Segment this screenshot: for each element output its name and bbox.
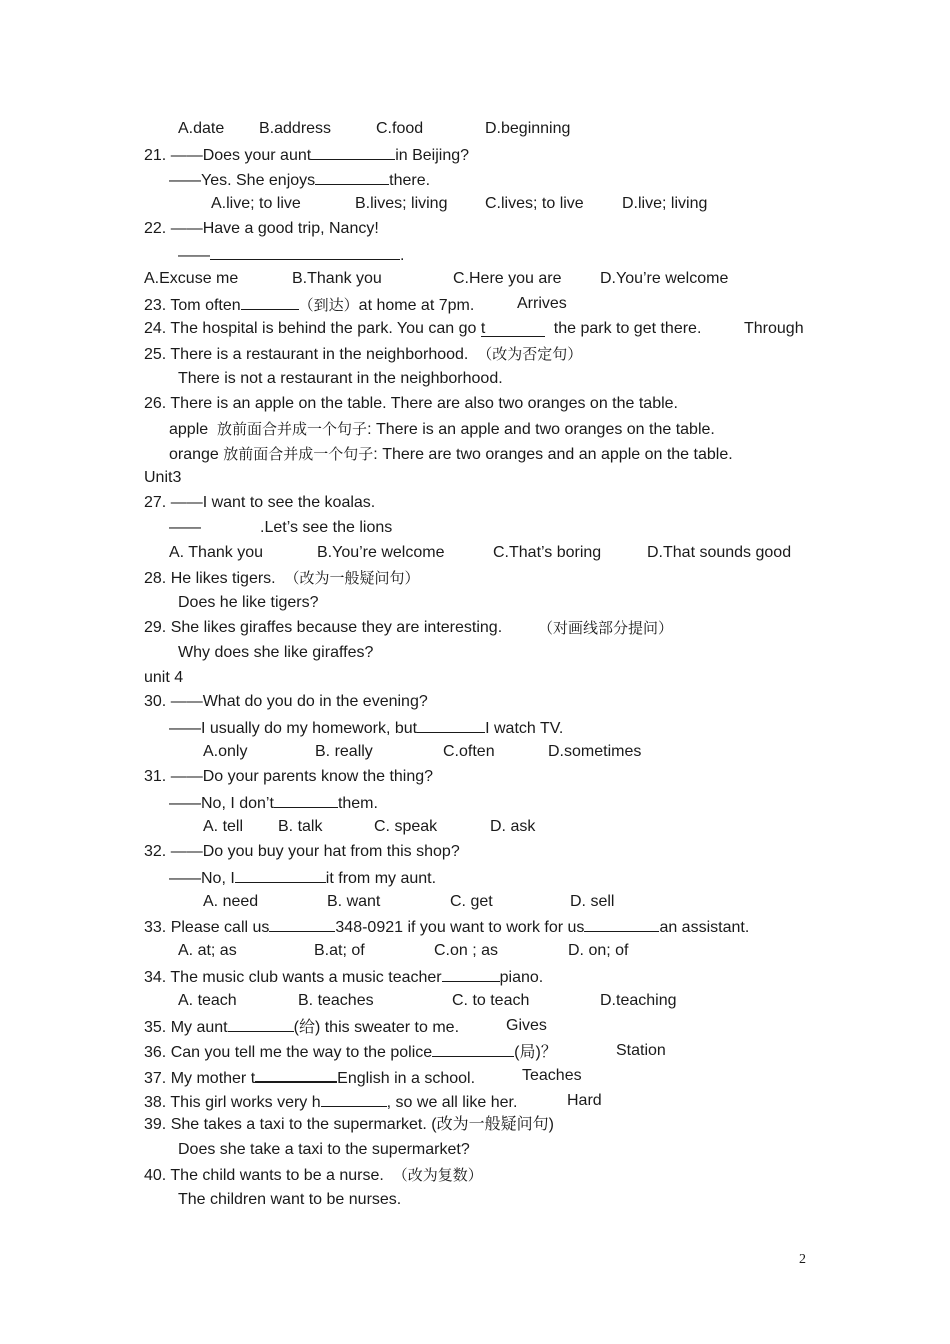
- unit-heading-3: [144, 468, 181, 488]
- option-c: C.food: [376, 120, 424, 137]
- answer-text: Does she take a taxi to the supermarket?: [178, 1141, 470, 1158]
- answer-blank: [269, 916, 335, 932]
- response-text: there.: [389, 172, 431, 189]
- instruction: (改为一般疑问句): [431, 1116, 554, 1133]
- question-28: [144, 568, 420, 589]
- option-d: D.sometimes: [548, 743, 642, 760]
- answer-label: apple: [169, 421, 209, 438]
- instruction: 放前面合并成一个句子: [217, 420, 368, 438]
- response-text: ——I usually do my homework, but: [169, 720, 418, 737]
- answer-key: Arrives: [517, 295, 567, 312]
- answer-blank: [315, 169, 389, 185]
- unit-heading-4: [144, 668, 183, 688]
- answer-key: Gives: [506, 1017, 547, 1034]
- question-22: [144, 219, 379, 239]
- question-text: 35. My aunt: [144, 1019, 228, 1036]
- question-text: 31. ——Do your parents know the thing?: [144, 768, 434, 785]
- question-text: 26. There is an apple on the table. There are also two oranges on the table.: [144, 395, 678, 412]
- answer-40: [178, 1190, 401, 1210]
- question-text: 24. The hospital is behind the park. You can go: [144, 320, 477, 337]
- question-23: [144, 294, 567, 316]
- question-text: 28. He likes tigers.: [144, 570, 276, 587]
- response-dash: ——: [169, 519, 201, 536]
- answer-29: [178, 643, 373, 663]
- option-c: C. speak: [374, 818, 438, 835]
- option-c: C.That’s boring: [493, 544, 602, 561]
- answer-blank: [210, 244, 400, 260]
- answer-28: [178, 593, 319, 613]
- answer-key: Teaches: [522, 1067, 582, 1084]
- instruction: （改为一般疑问句）: [284, 569, 420, 587]
- option-d: D.That sounds good: [647, 544, 792, 561]
- answer-blank: [311, 144, 395, 160]
- unit-title: unit 4: [144, 669, 184, 686]
- instruction: （改为复数）: [392, 1166, 483, 1184]
- question-text: 22. ——Have a good trip, Nancy!: [144, 220, 379, 237]
- answer-blank: [241, 294, 299, 310]
- question-text: 27. ——I want to see the koalas.: [144, 494, 376, 511]
- question-27: [144, 493, 375, 513]
- question-24: [144, 319, 804, 339]
- option-a: A.Excuse me: [144, 270, 239, 287]
- question-text: an assistant.: [659, 919, 750, 936]
- response-text: ——No, I: [169, 870, 235, 887]
- option-b: B.at; of: [314, 942, 365, 959]
- answer-26-apple: [169, 419, 715, 440]
- chinese-hint: （到达）: [298, 296, 359, 314]
- instruction: （改为否定句）: [477, 345, 583, 363]
- option-b: B. really: [315, 743, 373, 760]
- option-d: D.beginning: [485, 120, 571, 137]
- question-36: [144, 1041, 666, 1063]
- option-c: C.often: [443, 743, 495, 760]
- question-32: [144, 842, 460, 862]
- answer-blank: [255, 1066, 337, 1083]
- unit-title: Unit3: [144, 469, 182, 486]
- option-a: A. Thank you: [169, 544, 263, 561]
- answer-key: Hard: [567, 1092, 602, 1109]
- question-text: 25. There is a restaurant in the neighborhood.: [144, 346, 469, 363]
- answer-26-orange: [169, 444, 733, 465]
- question-33: [144, 916, 749, 938]
- question-35: [144, 1016, 547, 1038]
- option-d: D.teaching: [600, 992, 677, 1009]
- answer-blank: [417, 717, 485, 733]
- response-31: [169, 792, 378, 814]
- answer-text: The children want to be nurses.: [178, 1191, 402, 1208]
- question-34: [144, 966, 543, 988]
- instruction: （对画线部分提问）: [538, 619, 674, 637]
- option-b: B.You’re welcome: [317, 544, 445, 561]
- response-dash: ——: [178, 247, 210, 264]
- question-text: 29. She likes giraffes because they are interesting.: [144, 619, 503, 636]
- option-a: A. at; as: [178, 942, 237, 959]
- answer-text: : There are two oranges and an apple on the table.: [373, 446, 733, 463]
- question-37: [144, 1066, 582, 1089]
- option-c: C.Here you are: [453, 270, 562, 287]
- question-29: [144, 618, 674, 638]
- option-c: C. get: [450, 893, 493, 910]
- answer-blank: [228, 1016, 294, 1032]
- response-text: .Let’s see the lions: [260, 519, 393, 536]
- option-b: B. talk: [278, 818, 323, 835]
- instruction: 放前面合并成一个句子: [223, 445, 374, 463]
- option-b: B.lives; living: [355, 195, 448, 212]
- page-number: 2: [799, 1252, 806, 1267]
- answer-blank: [274, 792, 338, 808]
- chinese-hint: (局)？: [514, 1044, 557, 1061]
- answer-blank: [432, 1041, 514, 1057]
- question-text: 39. She takes a taxi to the supermarket.: [144, 1116, 427, 1133]
- question-text: English in a school.: [337, 1070, 476, 1087]
- option-b: B.address: [259, 120, 332, 137]
- option-b: B. want: [327, 893, 381, 910]
- option-b: B.Thank you: [292, 270, 382, 287]
- question-38: [144, 1091, 602, 1113]
- option-a: A.only: [203, 743, 248, 760]
- option-c: C.lives; to live: [485, 195, 584, 212]
- question-text: 21. ——Does your aunt: [144, 147, 312, 164]
- question-text: 38. This girl works very h: [144, 1094, 321, 1111]
- option-a: A. need: [203, 893, 259, 910]
- answer-text: Does he like tigers?: [178, 594, 319, 611]
- option-a: A. teach: [178, 992, 237, 1009]
- question-text: in Beijing?: [395, 147, 470, 164]
- option-d: D. sell: [570, 893, 615, 910]
- answer-key: Station: [616, 1042, 666, 1059]
- answer-blank: [235, 867, 326, 883]
- response-text: it from my aunt.: [325, 870, 437, 887]
- question-40: [144, 1165, 483, 1186]
- question-text: , so we all like her.: [386, 1094, 518, 1111]
- answer-blank: [321, 1091, 387, 1107]
- question-text: the park to get there.: [553, 320, 702, 337]
- question-text: 23. Tom often: [144, 297, 241, 314]
- question-25: [144, 344, 582, 365]
- response-text: them.: [337, 795, 378, 812]
- answer-text: Why does she like giraffes?: [178, 644, 374, 661]
- question-text: this sweater to me.: [324, 1019, 460, 1036]
- response-text: I watch TV.: [485, 720, 564, 737]
- answer-label: orange: [169, 446, 219, 463]
- initial-letter-blank: [481, 319, 545, 337]
- answer-text: There is not a restaurant in the neighborhood.: [178, 370, 503, 387]
- option-c: C. to teach: [452, 992, 530, 1009]
- question-text: 33. Please call us: [144, 919, 270, 936]
- response-text: ——No, I don’t: [169, 795, 274, 812]
- response-30: [169, 717, 563, 739]
- question-text: at home at 7pm.: [358, 297, 475, 314]
- answer-key: Through: [744, 320, 804, 337]
- question-31: [144, 767, 433, 787]
- response-text: ——Yes. She enjoys: [169, 172, 316, 189]
- question-30: [144, 692, 428, 712]
- option-a: A. tell: [203, 818, 244, 835]
- question-text: 40. The child wants to be a nurse.: [144, 1167, 384, 1184]
- initial-letter: t: [480, 320, 486, 337]
- question-text: 32. ——Do you buy your hat from this shop?: [144, 843, 460, 860]
- option-d: D.You’re welcome: [600, 270, 729, 287]
- option-a: A.live; to live: [211, 195, 301, 212]
- option-d: D. ask: [490, 818, 536, 835]
- option-d: D.live; living: [622, 195, 708, 212]
- chinese-hint: (给): [293, 1019, 321, 1036]
- answer-text: : There is an apple and two oranges on the table.: [367, 421, 715, 438]
- answer-39: [178, 1140, 470, 1160]
- option-a: A.date: [178, 120, 225, 137]
- question-26: [144, 394, 678, 414]
- response-32: [169, 867, 436, 889]
- answer-blank: [442, 966, 500, 982]
- answer-blank: [584, 916, 659, 932]
- question-text: piano.: [499, 969, 544, 986]
- response-22: [178, 244, 404, 266]
- question-text: 348-0921 if you want to work for us: [335, 919, 585, 936]
- answer-25: [178, 369, 503, 389]
- response-punct: .: [400, 247, 405, 264]
- response-27: [169, 518, 393, 538]
- question-text: 34. The music club wants a music teacher: [144, 969, 442, 986]
- question-21: [144, 144, 469, 166]
- question-39: [144, 1115, 554, 1135]
- response-21: [169, 169, 430, 191]
- option-c: C.on ; as: [434, 942, 499, 959]
- question-text: 30. ——What do you do in the evening?: [144, 693, 428, 710]
- option-b: B. teaches: [298, 992, 374, 1009]
- question-text: 37. My mother t: [144, 1070, 256, 1087]
- question-text: 36. Can you tell me the way to the police: [144, 1044, 433, 1061]
- option-d: D. on; of: [568, 942, 629, 959]
